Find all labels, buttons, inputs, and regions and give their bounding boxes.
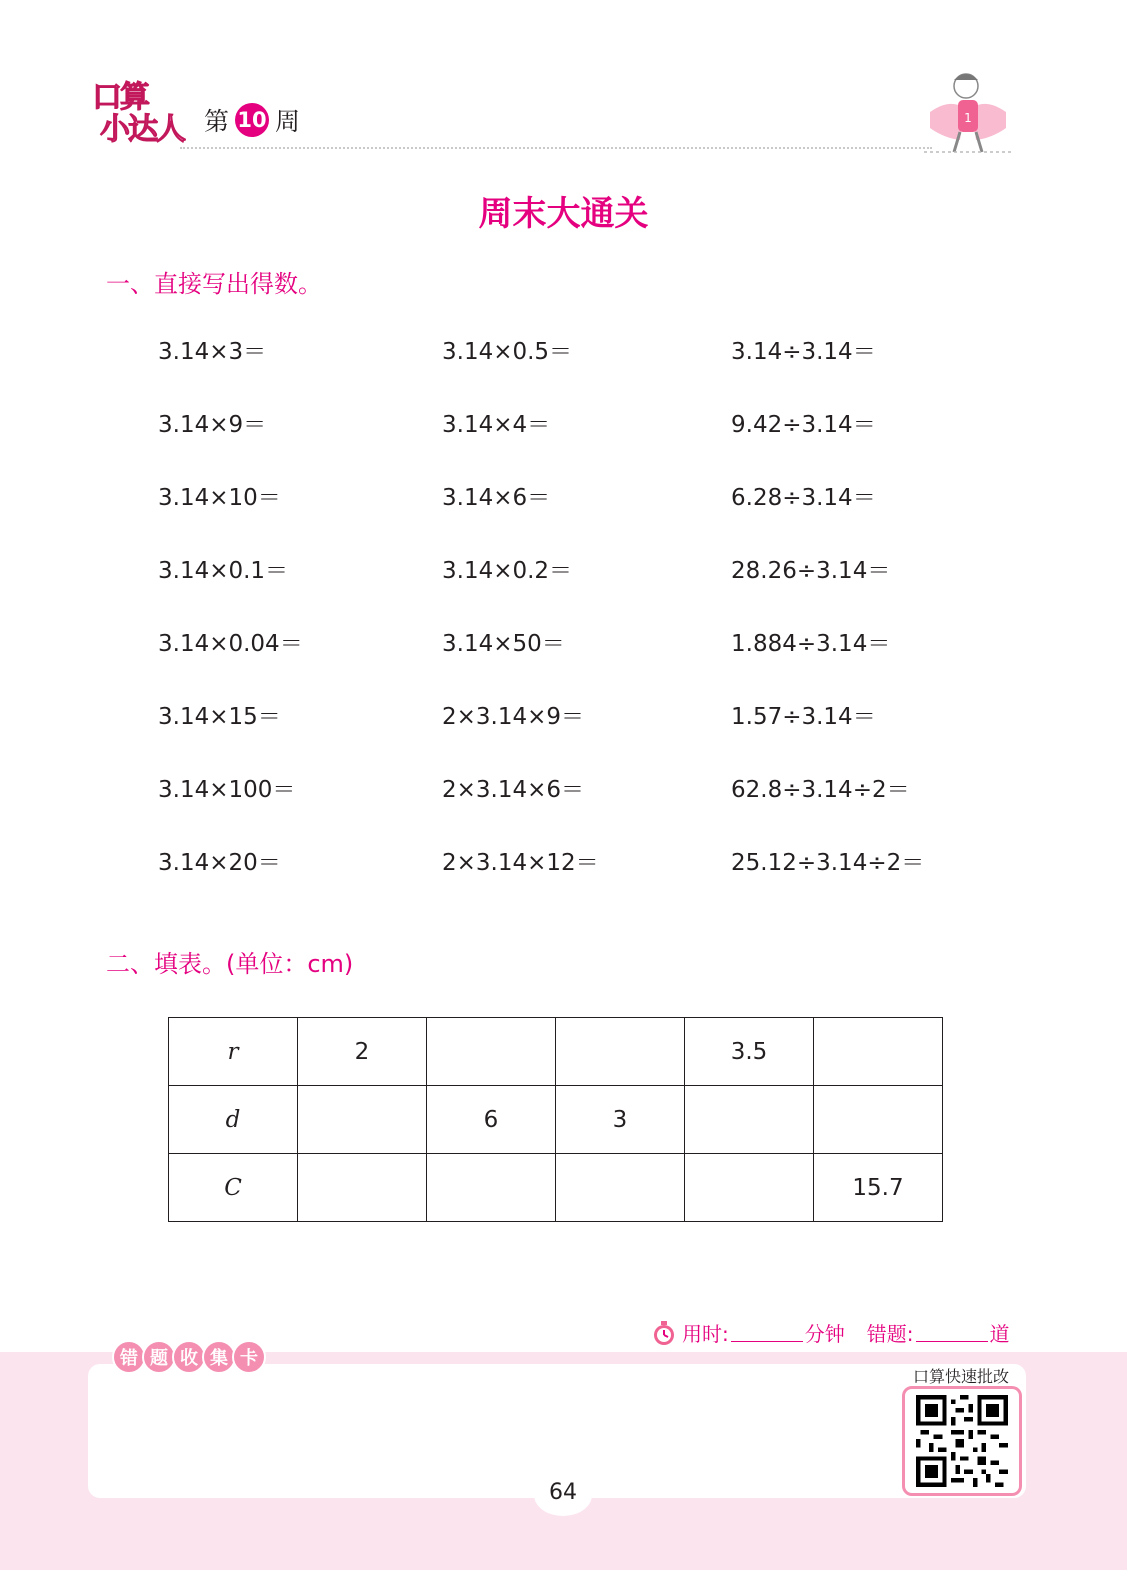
error-card-label bbox=[112, 1340, 262, 1374]
card-label-char: 卡 bbox=[232, 1340, 266, 1374]
problem-2-3: 3.14×6＝ bbox=[442, 485, 551, 511]
page-title: 周末大通关 bbox=[478, 194, 649, 234]
time-unit: 分钟 bbox=[804, 1322, 845, 1346]
problem-2-4: 3.14×0.2＝ bbox=[442, 558, 573, 584]
logo-line-2: 小达人 bbox=[100, 112, 184, 147]
row-header-d: d bbox=[169, 1086, 298, 1154]
table-cell[interactable] bbox=[814, 1018, 943, 1086]
table-cell[interactable] bbox=[298, 1154, 427, 1222]
card-label-char: 错 bbox=[112, 1340, 146, 1374]
time-label: 用时: bbox=[682, 1322, 729, 1346]
problem-3-1: 3.14÷3.14＝ bbox=[731, 339, 876, 365]
problem-1-8: 3.14×20＝ bbox=[158, 850, 281, 876]
qr-code-icon[interactable] bbox=[915, 1395, 1009, 1487]
problem-2-8: 2×3.14×12＝ bbox=[442, 850, 599, 876]
problem-3-7: 62.8÷3.14÷2＝ bbox=[731, 777, 910, 803]
table-cell[interactable]: 3.5 bbox=[685, 1018, 814, 1086]
logo-line-1: 口算 bbox=[92, 80, 148, 115]
week-indicator bbox=[204, 102, 300, 138]
row-header-r: r bbox=[169, 1018, 298, 1086]
problem-3-6: 1.57÷3.14＝ bbox=[731, 704, 876, 730]
card-label-char: 收 bbox=[172, 1340, 206, 1374]
section-2-title: 二、填表。(单位：cm) bbox=[106, 950, 354, 978]
time-blank[interactable] bbox=[731, 1323, 803, 1342]
problem-1-2: 3.14×9＝ bbox=[158, 412, 267, 438]
problem-2-2: 3.14×4＝ bbox=[442, 412, 551, 438]
error-unit: 道 bbox=[989, 1322, 1010, 1346]
table-cell[interactable] bbox=[556, 1018, 685, 1086]
table-cell[interactable] bbox=[298, 1086, 427, 1154]
fill-table bbox=[168, 1017, 943, 1222]
card-label-char: 集 bbox=[202, 1340, 236, 1374]
problem-3-3: 6.28÷3.14＝ bbox=[731, 485, 876, 511]
table-row-d bbox=[169, 1086, 943, 1154]
qr-frame bbox=[902, 1386, 1022, 1496]
problem-3-4: 28.26÷3.14＝ bbox=[731, 558, 891, 584]
table-cell[interactable]: 3 bbox=[556, 1086, 685, 1154]
problem-3-8: 25.12÷3.14÷2＝ bbox=[731, 850, 925, 876]
section-1-title: 一、直接写出得数。 bbox=[106, 270, 322, 298]
table-cell[interactable] bbox=[427, 1018, 556, 1086]
error-count-blank[interactable] bbox=[916, 1323, 988, 1342]
problem-3-5: 1.884÷3.14＝ bbox=[731, 631, 891, 657]
table-cell[interactable]: 15.7 bbox=[814, 1154, 943, 1222]
brand-logo bbox=[92, 82, 184, 152]
problem-2-7: 2×3.14×6＝ bbox=[442, 777, 585, 803]
table-cell[interactable] bbox=[814, 1086, 943, 1154]
table-cell[interactable] bbox=[427, 1154, 556, 1222]
problem-1-3: 3.14×10＝ bbox=[158, 485, 281, 511]
week-suffix: 周 bbox=[275, 107, 301, 136]
error-label: 错题: bbox=[866, 1322, 914, 1346]
time-record-line bbox=[650, 1318, 1010, 1347]
mascot-illustration bbox=[920, 68, 1016, 158]
table-row-r bbox=[169, 1018, 943, 1086]
problem-1-7: 3.14×100＝ bbox=[158, 777, 296, 803]
card-label-char: 题 bbox=[142, 1340, 176, 1374]
problem-1-6: 3.14×15＝ bbox=[158, 704, 281, 730]
table-cell[interactable] bbox=[685, 1154, 814, 1222]
problem-3-2: 9.42÷3.14＝ bbox=[731, 412, 876, 438]
table-cell[interactable]: 6 bbox=[427, 1086, 556, 1154]
page-number: 64 bbox=[549, 1480, 577, 1505]
stopwatch-icon bbox=[650, 1319, 678, 1347]
problem-2-1: 3.14×0.5＝ bbox=[442, 339, 573, 365]
problem-2-5: 3.14×50＝ bbox=[442, 631, 565, 657]
table-cell[interactable] bbox=[685, 1086, 814, 1154]
table-cell[interactable] bbox=[556, 1154, 685, 1222]
problem-2-6: 2×3.14×9＝ bbox=[442, 704, 585, 730]
week-number-badge: 10 bbox=[235, 103, 269, 137]
table-row-c bbox=[169, 1154, 943, 1222]
week-prefix: 第 bbox=[204, 107, 230, 136]
qr-caption: 口算快速批改 bbox=[912, 1367, 1009, 1386]
qr-section bbox=[900, 1364, 1022, 1494]
header-divider bbox=[180, 147, 932, 149]
row-header-c: C bbox=[169, 1154, 298, 1222]
problem-1-1: 3.14×3＝ bbox=[158, 339, 267, 365]
svg-text:1: 1 bbox=[964, 111, 972, 125]
table-cell[interactable]: 2 bbox=[298, 1018, 427, 1086]
problem-1-4: 3.14×0.1＝ bbox=[158, 558, 289, 584]
problem-1-5: 3.14×0.04＝ bbox=[158, 631, 303, 657]
